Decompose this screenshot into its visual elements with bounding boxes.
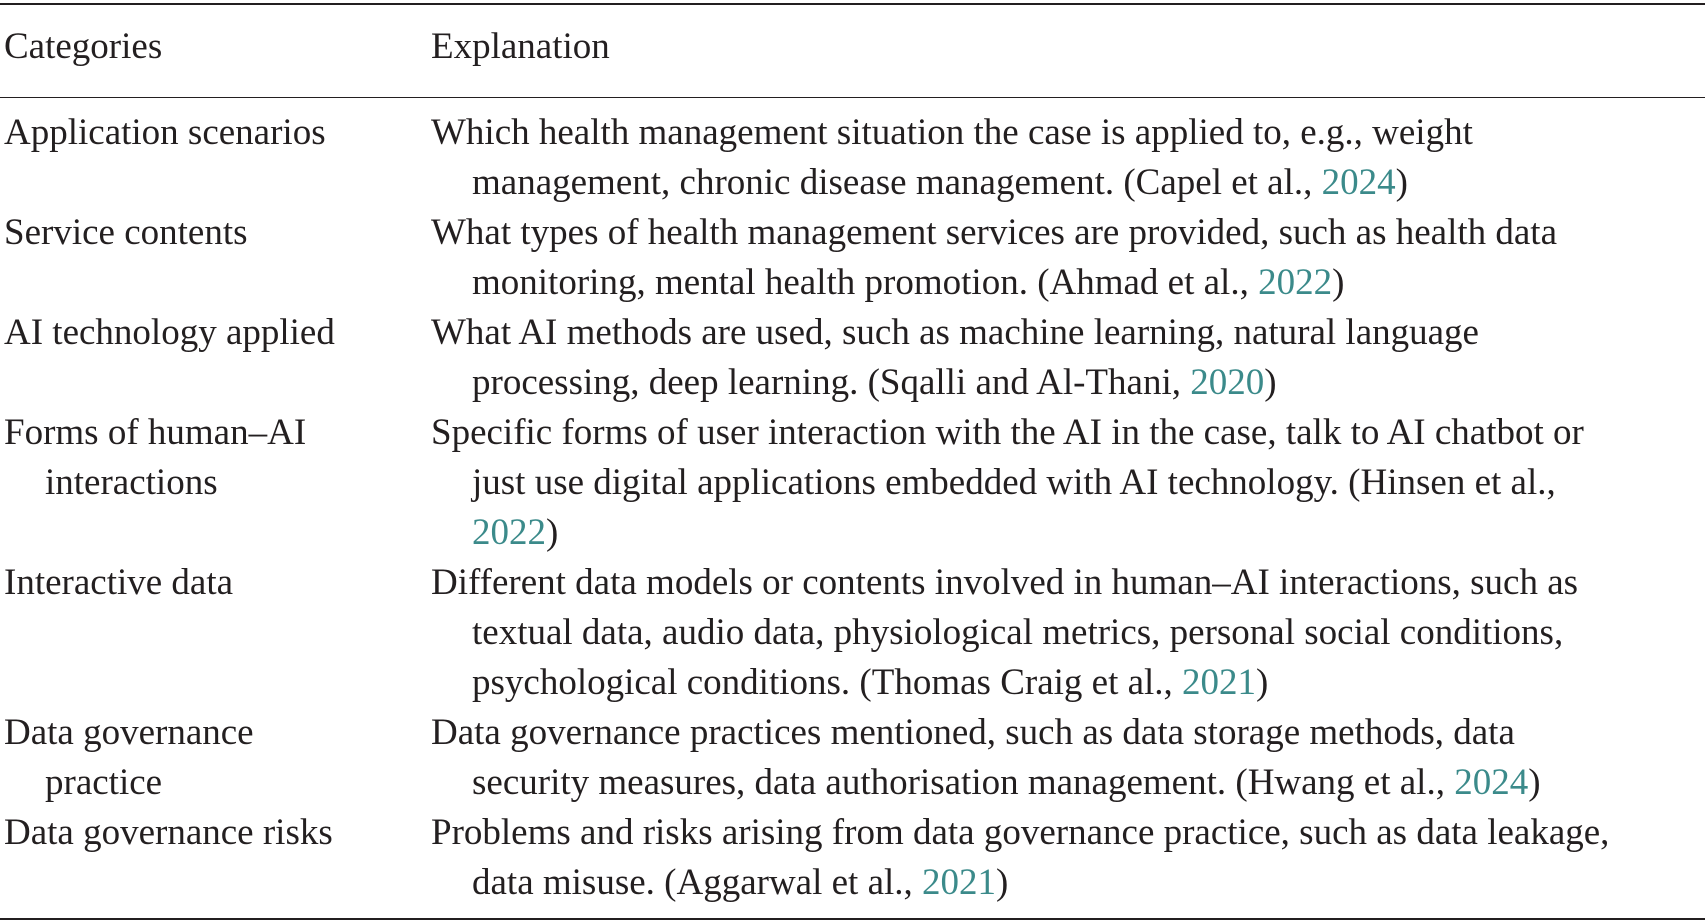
row-governance-risks-category: Data governance risks <box>4 812 333 853</box>
row-application-scenarios-explanation-line1: Which health management situation the case is applied to, e.g., weight <box>431 112 1473 153</box>
row-application-scenarios-category: Application scenarios <box>4 112 326 153</box>
header-categories: Categories <box>4 26 163 67</box>
explanation-text: security measures, data authorisation management. (Hwang et al., <box>472 762 1455 803</box>
explanation-text: monitoring, mental health promotion. (Ahmad et al., <box>472 262 1259 303</box>
row-application-scenarios-explanation-line2 <box>431 158 1408 208</box>
citation-year-link[interactable]: 2020 <box>1190 362 1265 403</box>
row-forms-interactions-category-line2: interactions <box>45 462 218 503</box>
row-governance-practice-category-line1: Data governance <box>4 712 254 753</box>
row-service-contents-explanation-line2 <box>431 258 1344 308</box>
explanation-text: management, chronic disease management. (Capel et al., <box>472 162 1322 203</box>
citation-year-link[interactable]: 2021 <box>1182 662 1257 703</box>
citation-close: ) <box>996 862 1009 903</box>
row-service-contents-explanation-line1: What types of health management services are provided, such as health data <box>431 212 1558 253</box>
citation-close: ) <box>1264 362 1277 403</box>
citation-close: ) <box>1332 262 1345 303</box>
row-governance-practice-category-line2: practice <box>45 762 163 803</box>
citation-year-link[interactable]: 2024 <box>1321 162 1396 203</box>
row-governance-risks-explanation-line1: Problems and risks arising from data governance practice, such as data leakage, <box>431 812 1610 853</box>
header-rule <box>0 97 1705 98</box>
row-governance-risks-explanation-line2 <box>431 858 1008 908</box>
row-ai-technology-explanation-line2 <box>431 358 1277 408</box>
row-interactive-data-explanation-line3 <box>431 658 1268 708</box>
row-ai-technology-category: AI technology applied <box>4 312 335 353</box>
citation-year-link[interactable]: 2022 <box>472 512 546 553</box>
row-interactive-data-explanation-line2: textual data, audio data, physiological metrics, personal social conditions, <box>472 612 1564 653</box>
row-interactive-data-category: Interactive data <box>4 562 234 603</box>
row-forms-interactions-explanation-line2: just use digital applications embedded with AI technology. (Hinsen et al., <box>472 462 1556 503</box>
explanation-text: psychological conditions. (Thomas Craig et al., <box>472 662 1183 703</box>
explanation-text: processing, deep learning. (Sqalli and Al-Thani, <box>472 362 1191 403</box>
citation-close: ) <box>1528 762 1541 803</box>
citation-year-link[interactable]: 2022 <box>1258 262 1333 303</box>
row-interactive-data-explanation-line1: Different data models or contents involved in human–AI interactions, such as <box>431 562 1579 603</box>
table-bottom-rule <box>0 918 1705 920</box>
row-governance-practice-explanation-line2 <box>431 758 1541 808</box>
row-forms-interactions-category-line1: Forms of human–AI <box>4 412 307 453</box>
explanation-text: data misuse. (Aggarwal et al., <box>472 862 923 903</box>
citation-close: ) <box>1256 662 1269 703</box>
row-ai-technology-explanation-line1: What AI methods are used, such as machine learning, natural language <box>431 312 1479 353</box>
header-explanation: Explanation <box>431 26 610 67</box>
citation-year-link[interactable]: 2024 <box>1454 762 1529 803</box>
table-top-rule <box>0 3 1705 5</box>
citation-close: ) <box>546 512 559 553</box>
citation-close: ) <box>1395 162 1408 203</box>
row-governance-practice-explanation-line1: Data governance practices mentioned, such as data storage methods, data <box>431 712 1515 753</box>
row-forms-interactions-explanation-line3 <box>431 508 558 558</box>
citation-year-link[interactable]: 2021 <box>922 862 997 903</box>
row-service-contents-category: Service contents <box>4 212 248 253</box>
row-forms-interactions-explanation-line1: Specific forms of user interaction with the AI in the case, talk to AI chatbot or <box>431 412 1584 453</box>
